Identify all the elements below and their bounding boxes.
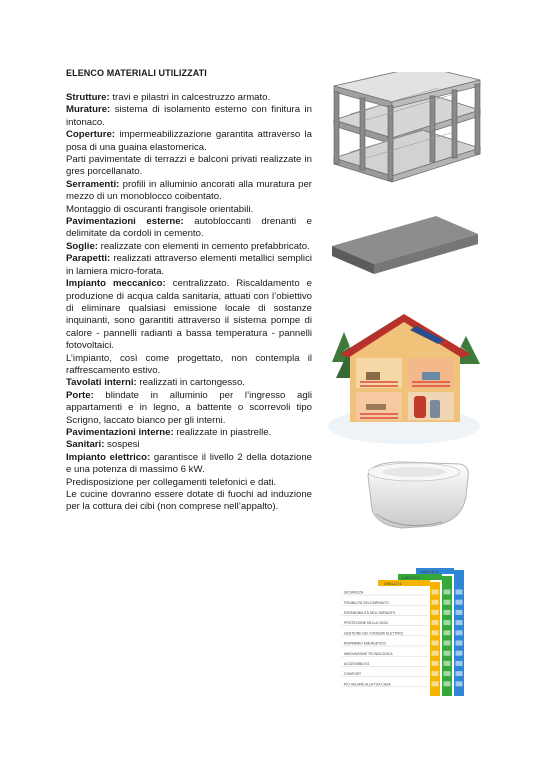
level-check-mark bbox=[444, 590, 451, 595]
level-check-mark bbox=[444, 651, 451, 656]
level-check-mark bbox=[456, 651, 463, 656]
paragraph: Impianto meccanico: centralizzato. Riscaldamento e produzione di acqua calda sanitaria, attuati con l’obiettivo di eliminare qualsiasi emissione locale di sostanze inquinanti, sono garantiti attraverso il sistema pompe di calore - pannelli radianti a bassa temperatura - pannelli fotovoltaici. bbox=[66, 278, 312, 352]
level-check-mark bbox=[456, 610, 463, 615]
paragraph: Le cucine dovranno essere dotate di fuochi ad induzione per la cottura dei cibi (non comprese nell’appalto). bbox=[66, 489, 312, 513]
level-check-mark bbox=[456, 661, 463, 666]
level-header: LIVELLO 1 bbox=[384, 582, 402, 586]
level-check-mark bbox=[444, 641, 451, 646]
level-check-mark bbox=[432, 590, 439, 595]
table-row-label: COMFORT bbox=[344, 672, 362, 677]
level-check-mark bbox=[456, 600, 463, 605]
materials-list bbox=[66, 92, 312, 514]
level-check-mark bbox=[456, 630, 463, 635]
level-check-mark bbox=[456, 620, 463, 625]
electrical-levels-table bbox=[340, 568, 466, 698]
level-check-mark bbox=[432, 661, 439, 666]
level-column bbox=[430, 582, 440, 696]
level-check-mark bbox=[432, 681, 439, 686]
paragraph: Parapetti: realizzati attraverso elementi metallici semplici in lamiera micro-forata. bbox=[66, 253, 312, 277]
level-check-mark bbox=[444, 630, 451, 635]
table-row-label: FRUIBILITÀ DELL’IMPIANTO bbox=[344, 600, 389, 605]
paragraph: L’impianto, così come progettato, non contempla il raffrescamento estivo. bbox=[66, 352, 312, 376]
concrete-slab-image bbox=[330, 212, 480, 278]
level-check-mark bbox=[444, 620, 451, 625]
paragraph: Pavimentazioni interne: realizzate in piastrelle. bbox=[66, 426, 272, 438]
table-row-label: INNOVAZIONE TECNOLOGICA bbox=[344, 651, 393, 656]
table-row-label: PROTEZIONE DELLA CASA bbox=[344, 621, 388, 626]
paragraph: Serramenti: profili in alluminio ancorati alla muratura per mezzo di un monoblocco coibentato. bbox=[66, 178, 312, 203]
level-header: LIVELLO 3 bbox=[420, 570, 438, 574]
paragraph: Montaggio di oscuranti frangisole orientabili. bbox=[66, 203, 254, 215]
concrete-frame-image bbox=[330, 72, 482, 192]
level-check-mark bbox=[432, 641, 439, 646]
paragraph: Coperture: impermeabilizzazione garantita attraverso la posa di una guaina elastomerica. bbox=[66, 129, 312, 153]
level-check-mark bbox=[432, 620, 439, 625]
paragraph: Predisposizione per collegamenti telefonici e dati. bbox=[66, 476, 277, 488]
paragraph: Tavolati interni: realizzati in cartongesso. bbox=[66, 377, 245, 389]
table-row-label: PIÙ VALORE ALLA TUA CASA bbox=[344, 682, 391, 687]
paragraph: Sanitari: sospesi bbox=[66, 439, 140, 451]
wall-hung-toilet-image bbox=[362, 456, 472, 538]
level-check-mark bbox=[444, 600, 451, 605]
table-row-label: ACCESSIBILITÀ bbox=[344, 662, 370, 666]
document-title: ELENCO MATERIALI UTILIZZATI bbox=[66, 68, 207, 78]
level-header: LIVELLO 2 bbox=[402, 576, 420, 580]
paragraph: Murature: sistema di isolamento esterno con finitura in intonaco. bbox=[66, 104, 312, 128]
paragraph: Strutture: travi e pilastri in calcestruzzo armato. bbox=[66, 92, 271, 103]
level-check-mark bbox=[432, 610, 439, 615]
house-heating-illustration bbox=[326, 292, 482, 444]
level-check-mark bbox=[456, 671, 463, 676]
level-check-mark bbox=[456, 590, 463, 595]
table-row-label: SICUREZZA bbox=[344, 590, 364, 595]
paragraph: Soglie: realizzate con elementi in cemento prefabbricato. bbox=[66, 240, 310, 252]
table-row-label: ESPANDIBILITÀ DELL’IMPIANTO bbox=[344, 611, 396, 615]
level-check-mark bbox=[432, 600, 439, 605]
level-check-mark bbox=[444, 610, 451, 615]
level-check-mark bbox=[456, 681, 463, 686]
level-check-mark bbox=[444, 671, 451, 676]
paragraph: Pavimentazioni esterne: autobloccanti drenanti e delimitate da cordoli in cemento. bbox=[66, 216, 312, 240]
table-row-label: RISPARMIO ENERGETICO bbox=[344, 641, 387, 646]
paragraph: Parti pavimentate di terrazzi e balconi privati realizzate in gres porcellanato. bbox=[66, 154, 312, 178]
level-check-mark bbox=[456, 641, 463, 646]
level-check-mark bbox=[444, 681, 451, 686]
level-check-mark bbox=[444, 661, 451, 666]
level-check-mark bbox=[432, 630, 439, 635]
level-check-mark bbox=[432, 671, 439, 676]
table-row-label: GESTIONE DEI CONSUMI ELETTRICI bbox=[344, 631, 404, 636]
level-check-mark bbox=[432, 651, 439, 656]
paragraph: Impianto elettrico: garantisce il livello 2 della dotazione e una potenza di massimo 6 kW. bbox=[66, 451, 312, 476]
paragraph: Porte: blindate in alluminio per l’ingresso agli appartamenti e in legno, a battente o scorrevoli tipo Scrigno, laccato bianco per gli interni. bbox=[66, 389, 312, 426]
